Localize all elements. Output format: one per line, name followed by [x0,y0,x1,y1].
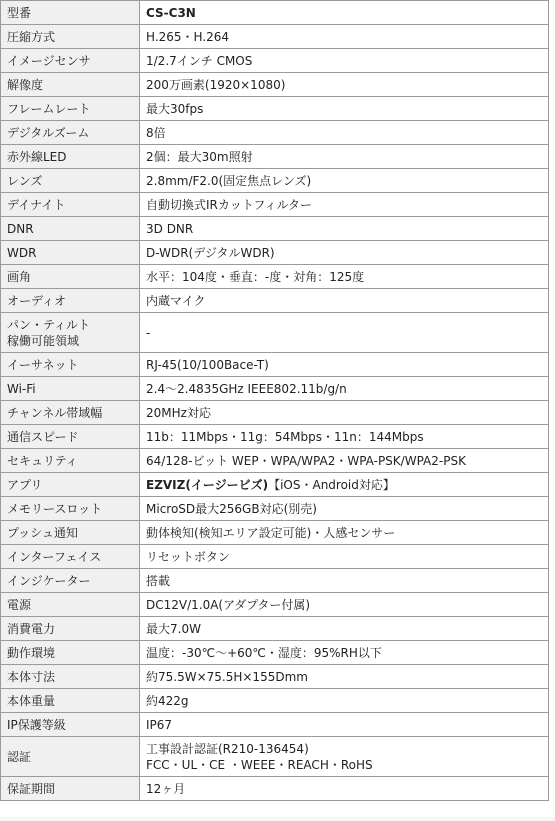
row-label: 圧縮方式 [1,25,140,49]
table-row [1,289,549,313]
row-value: 工事設計認証(R210-136454) FCC・UL・CE ・WEEE・REACH・RoHS [140,737,549,777]
table-row [1,313,549,353]
table-row [1,217,549,241]
row-label: プッシュ通知 [1,521,140,545]
table-row [1,97,549,121]
row-label: IP保護等級 [1,713,140,737]
row-label: デイナイト [1,193,140,217]
row-label: インジケーター [1,569,140,593]
table-row [1,193,549,217]
bottom-edge-strip [0,817,555,821]
row-label: 消費電力 [1,617,140,641]
row-value: 約75.5W×75.5H×155Dmm [140,665,549,689]
row-label: イメージセンサ [1,49,140,73]
table-row [1,241,549,265]
row-value: 11b：11Mbps・11g：54Mbps・11n：144Mbps [140,425,549,449]
row-value: 最大30fps [140,97,549,121]
table-row [1,1,549,25]
table-row [1,73,549,97]
row-value: 内蔵マイク [140,289,549,313]
row-value: CS-C3N [140,1,549,25]
table-row [1,737,549,777]
row-value: 12ヶ月 [140,777,549,801]
row-label: セキュリティ [1,449,140,473]
table-row [1,121,549,145]
row-label: オーディオ [1,289,140,313]
table-row [1,145,549,169]
row-value: 搭載 [140,569,549,593]
row-label: 通信スピード [1,425,140,449]
row-label: イーサネット [1,353,140,377]
row-value: リセットボタン [140,545,549,569]
row-label: 画角 [1,265,140,289]
app-name: EZVIZ(イージービズ) [146,477,269,492]
row-value: 2.8mm/F2.0(固定焦点レンズ) [140,169,549,193]
table-row [1,569,549,593]
row-value: RJ-45(10/100Bace-T) [140,353,549,377]
table-row [1,641,549,665]
row-value: 水平：104度・垂直：-度・対角：125度 [140,265,549,289]
table-row [1,377,549,401]
row-value: MicroSD最大256GB対応(別売) [140,497,549,521]
row-label: 赤外線LED [1,145,140,169]
row-label: メモリースロット [1,497,140,521]
row-label: レンズ [1,169,140,193]
row-label: 解像度 [1,73,140,97]
table-row [1,713,549,737]
table-row [1,593,549,617]
row-value: 約422g [140,689,549,713]
table-row [1,545,549,569]
table-row [1,521,549,545]
row-label: 電源 [1,593,140,617]
row-value: DC12V/1.0A(アダプター付属) [140,593,549,617]
row-label: 本体寸法 [1,665,140,689]
table-row [1,401,549,425]
row-value: - [140,313,549,353]
app-platforms: 【iOS・Android対応】 [268,477,395,492]
row-value: H.265・H.264 [140,25,549,49]
table-row [1,265,549,289]
row-value: 64/128-ビット WEP・WPA/WPA2・WPA-PSK/WPA2-PSK [140,449,549,473]
row-value: 最大7.0W [140,617,549,641]
row-value: 2.4～2.4835GHz IEEE802.11b/g/n [140,377,549,401]
row-value: D-WDR(デジタルWDR) [140,241,549,265]
row-label: アプリ [1,473,140,497]
row-value: 自動切換式IRカットフィルター [140,193,549,217]
row-label: パン・ティルト 稼働可能領域 [1,313,140,353]
row-value: 1/2.7インチ CMOS [140,49,549,73]
row-value: 動体検知(検知エリア設定可能)・人感センサー [140,521,549,545]
row-value: 3D DNR [140,217,549,241]
row-value [140,473,549,497]
row-label: チャンネル帯域幅 [1,401,140,425]
table-row [1,425,549,449]
row-label: 認証 [1,737,140,777]
row-value: 8倍 [140,121,549,145]
table-row [1,689,549,713]
row-label: WDR [1,241,140,265]
row-label: デジタルズーム [1,121,140,145]
table-row [1,777,549,801]
row-value: 2個：最大30m照射 [140,145,549,169]
table-row [1,353,549,377]
row-value: 200万画素(1920×1080) [140,73,549,97]
table-row [1,25,549,49]
row-label: DNR [1,217,140,241]
row-value: IP67 [140,713,549,737]
table-row [1,617,549,641]
row-label: 動作環境 [1,641,140,665]
row-label: Wi-Fi [1,377,140,401]
row-label: 本体重量 [1,689,140,713]
row-label: フレームレート [1,97,140,121]
table-row [1,169,549,193]
table-row [1,449,549,473]
row-label: 保証期間 [1,777,140,801]
table-row [1,473,549,497]
row-label: インターフェイス [1,545,140,569]
table-row [1,665,549,689]
row-label: 型番 [1,1,140,25]
table-row [1,497,549,521]
table-row [1,49,549,73]
row-value: 20MHz対応 [140,401,549,425]
row-value: 温度：-30℃～+60℃・湿度：95%RH以下 [140,641,549,665]
